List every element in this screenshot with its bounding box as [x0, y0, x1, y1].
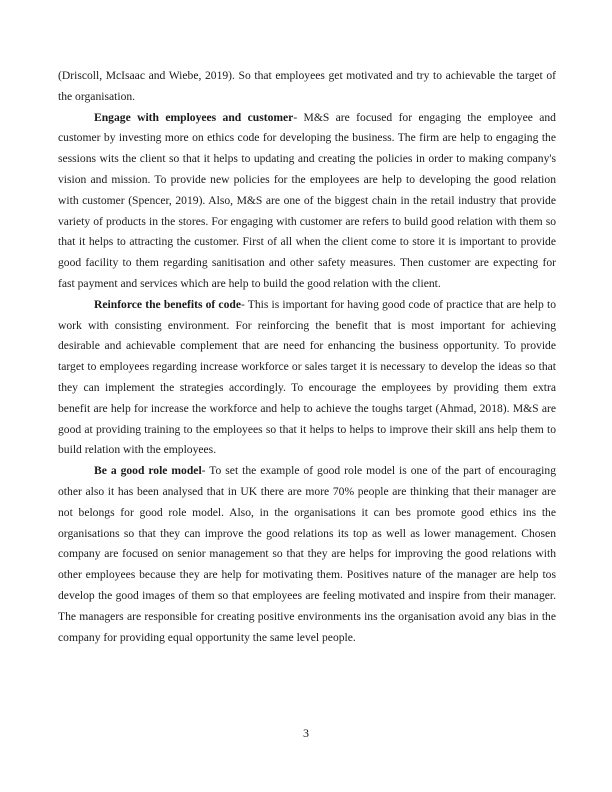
paragraph-continuation — [58, 66, 556, 108]
paragraph-text: - To set the example of good role model is one of the part of encouraging other also it has been analysed that in UK there are more 70% people are thinking that their manager are not belongs for good role model. Also, in the organisations it can bes promote good ethics ins the organisations so that they can improve the good relations its top as well as lower management. Chosen company are focused on senior management so that they are helps for improving the good relations with other employees because they are help for motivating them. Positives nature of the manager are help tos develop the good images of them so that employees are feeling motivated and inspire from their manager. The managers are responsible for creating positive environments ins the organisation avoid any bias in the company for providing equal opportunity the same level people. — [58, 464, 556, 644]
paragraph-heading: Be a good role model — [94, 464, 202, 478]
paragraph-reinforce-benefits — [58, 295, 556, 461]
paragraph-text: (Driscoll, McIsaac and Wiebe, 2019). So that employees get motivated and try to achievable the target of the organisation. — [58, 69, 556, 103]
paragraph-text: - M&S are focused for engaging the employee and customer by investing more on ethics code for developing the business. The firm are help to engaging the sessions wits the client so that it helps to updating and creating the policies in order to making company's vision and mission. To provide new policies for the employees are help to developing the good relation with customer (Spencer, 2019). Also, M&S are one of the biggest chain in the retail industry that provide variety of products in the stores. For engaging with customer are refers to build good relation with them so that it helps to attracting the customer. First of all when the client come to store it is important to provide good facility to them regarding sanitisation and other safety measures. Then customer are expecting for fast payment and services which are help to build the good relation with the client. — [58, 110, 556, 290]
paragraph-engage-with-employees — [58, 108, 556, 295]
paragraph-heading: Engage with employees and customer — [94, 110, 294, 124]
page-number: 3 — [303, 726, 309, 740]
paragraph-good-role-model — [58, 461, 556, 648]
paragraph-text: - This is important for having good code of practice that are help to work with consisting environment. For reinforcing the benefit that is most important for achieving desirable and achievable complement that are need for enhancing the business opportunity. To provide target to employees regarding increase workforce or sales target it is necessary to develop the ideas so that they can implement the strategies accordingly. To encourage the employees by providing them extra benefit are help for increase the workforce and help to achieve the toughs target (Ahmad, 2018). M&S are good at providing training to the employees so that it helps to helps to improve their skill ans help them to build relation with the employees. — [58, 297, 556, 457]
document-body — [58, 66, 556, 648]
paragraph-heading: Reinforce the benefits of code — [94, 297, 241, 311]
